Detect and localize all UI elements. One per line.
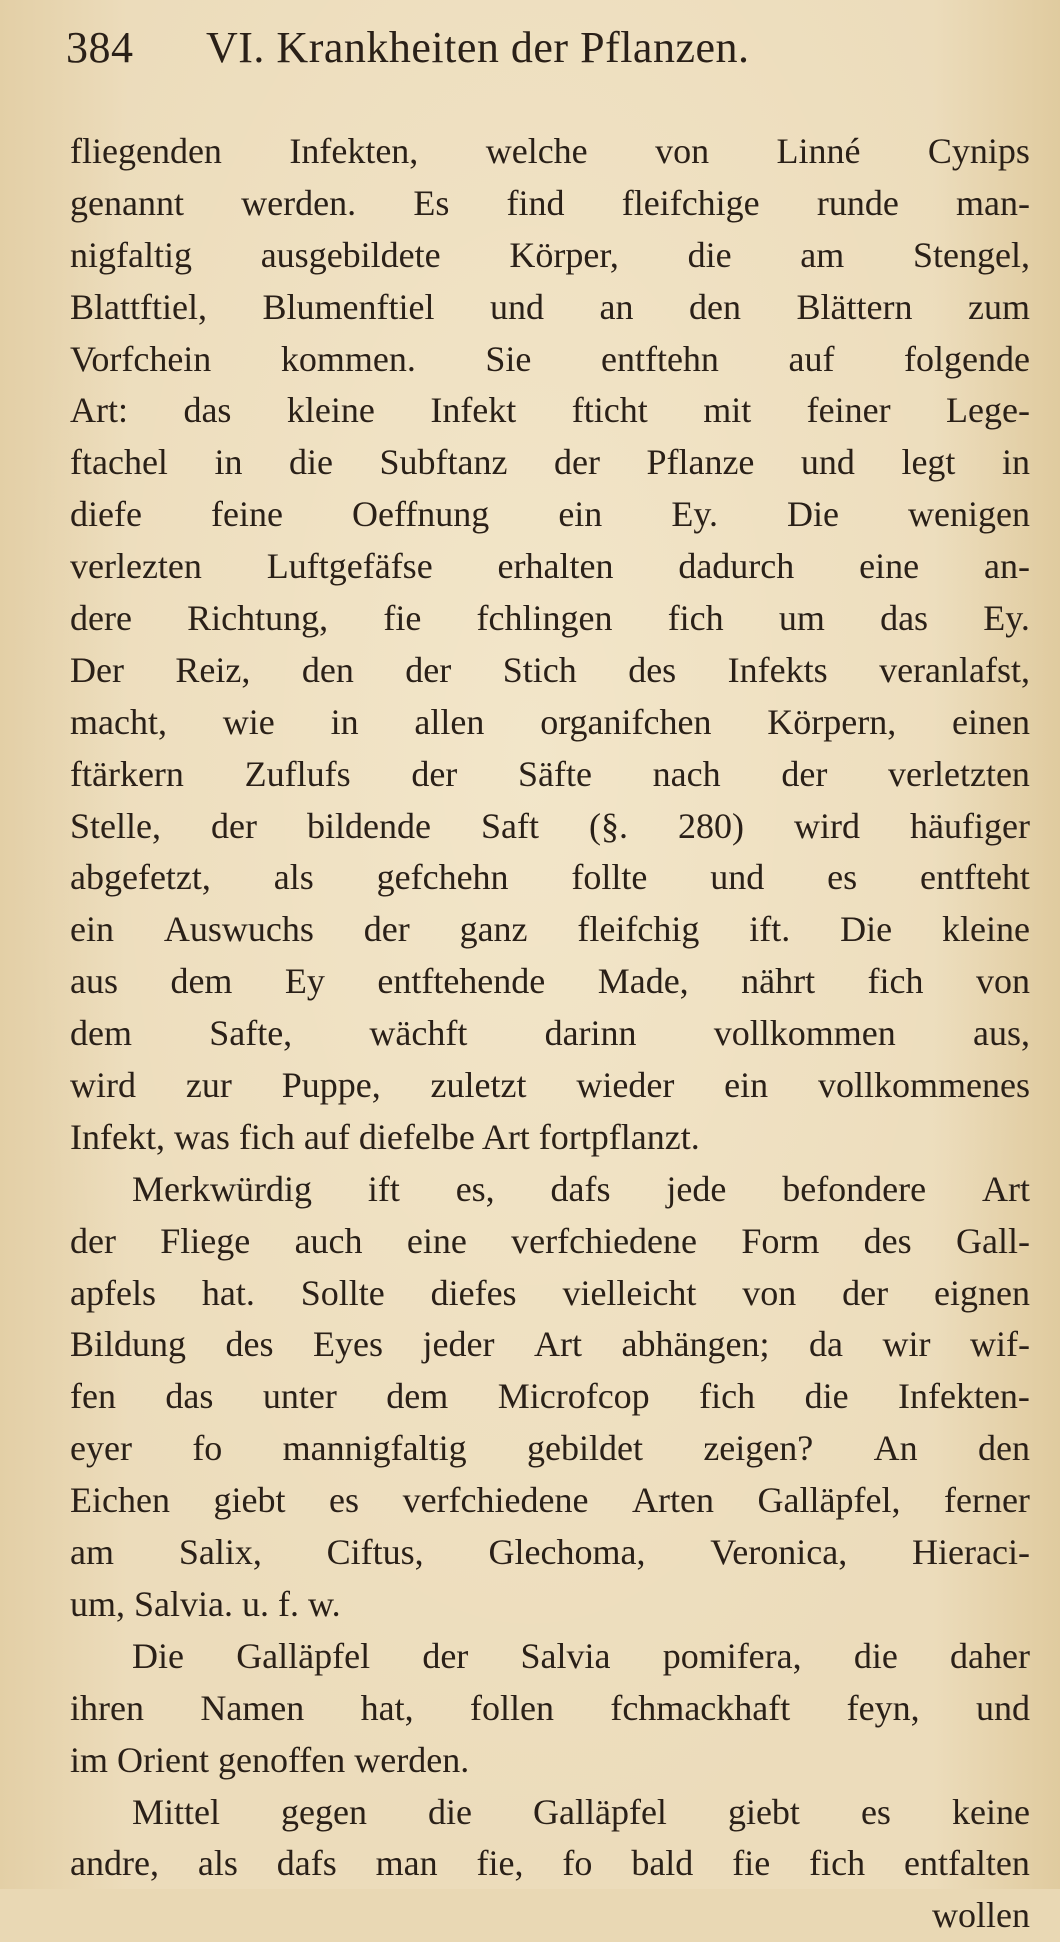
word: fticht [571, 390, 648, 431]
word: es [329, 1480, 360, 1521]
word: die [804, 1376, 849, 1417]
word: in [330, 701, 359, 742]
page-number: 384 [66, 23, 134, 72]
paragraph-first-line [70, 1631, 1030, 1683]
word: fliegenden [70, 131, 222, 171]
word: man [375, 1843, 438, 1884]
word: der [422, 1635, 469, 1676]
word: Art [982, 1168, 1030, 1209]
word: Sollte [300, 1272, 385, 1313]
word: Arten [632, 1480, 714, 1521]
word: ftärkern [70, 753, 184, 794]
word: um [778, 598, 825, 639]
word: es [860, 1791, 891, 1832]
word: Zuflufs [244, 753, 351, 794]
word: dem [70, 1013, 132, 1054]
word: wieder [576, 1065, 675, 1106]
word: als [273, 857, 314, 898]
word: einen [952, 701, 1030, 742]
text-line [70, 1527, 1030, 1579]
word: vollkommen [713, 1013, 896, 1054]
word: ftachel [70, 442, 168, 483]
word: Infekten- [898, 1376, 1030, 1417]
word: welche [485, 131, 588, 171]
paragraph-first-line [70, 1164, 1030, 1216]
word: apfels [70, 1272, 156, 1313]
word: fich [667, 598, 724, 639]
text-line [70, 1838, 1030, 1890]
word: fich [809, 1843, 866, 1884]
word: Ey [284, 961, 325, 1002]
word: aus, [972, 1013, 1030, 1054]
word: keine [951, 1791, 1030, 1832]
word: Safte, [209, 1013, 293, 1054]
word: giebt [213, 1480, 286, 1521]
word: jede [666, 1168, 727, 1209]
text-line [70, 645, 1030, 697]
word: Linné [776, 131, 861, 171]
word: der [842, 1272, 889, 1313]
word: diefes [430, 1272, 517, 1313]
word: Körpern, [767, 701, 897, 742]
word: fie, [476, 1843, 524, 1884]
word: Lege- [946, 390, 1030, 431]
word: fie [732, 1843, 771, 1884]
text-line [70, 126, 1030, 178]
word: entftehende [377, 961, 546, 1002]
word: dafs [550, 1168, 611, 1209]
word: nach [652, 753, 721, 794]
word: und [489, 286, 544, 327]
word: follen [470, 1687, 554, 1728]
word: folgende [904, 338, 1030, 379]
word: diefe [70, 494, 142, 535]
word: Auswuchs [163, 909, 314, 950]
word: kommen. [280, 338, 416, 379]
word: Infekt [430, 390, 517, 431]
word: Körper, [509, 234, 619, 275]
text-line [70, 541, 1030, 593]
word: Die [840, 909, 893, 950]
word: 280) [678, 805, 744, 846]
word: Gall- [955, 1220, 1030, 1261]
word: Die [132, 1635, 184, 1676]
text-line [70, 385, 1030, 437]
word: wir [882, 1324, 931, 1365]
word: Blumenftiel [262, 286, 435, 327]
word: Salix, [178, 1532, 262, 1573]
word: verlezten [70, 546, 202, 587]
word: aus [70, 961, 118, 1002]
word: Namen [200, 1687, 305, 1728]
word: ferner [944, 1480, 1030, 1521]
word: verfchiedene [511, 1220, 698, 1261]
text-line [70, 334, 1030, 386]
text-line [70, 1371, 1030, 1423]
word: dadurch [678, 546, 795, 587]
word: vielleicht [562, 1272, 697, 1313]
word: hat, [360, 1687, 414, 1728]
word: befondere [782, 1168, 927, 1209]
word: es [827, 857, 858, 898]
word: verfchiedene [402, 1480, 589, 1521]
word: ein [724, 1065, 769, 1106]
word: zuletzt [430, 1065, 527, 1106]
word: in [214, 442, 243, 483]
word: fleifchig [577, 909, 700, 950]
word: ihren [70, 1687, 144, 1728]
word: Veronica, [710, 1532, 848, 1573]
word: man- [956, 182, 1030, 223]
word: in [1001, 442, 1030, 483]
word: Cynips [927, 131, 1030, 171]
word: fen [70, 1376, 116, 1417]
word: der [211, 805, 257, 846]
word: Reiz, [175, 649, 251, 690]
text-line [70, 437, 1030, 489]
text-line [70, 1060, 1030, 1112]
word: Fliege [160, 1220, 251, 1261]
text-line: um, Salvia. u. f. w. [70, 1583, 341, 1624]
word: unter [262, 1376, 337, 1417]
word: hat. [201, 1272, 255, 1313]
word: Art: [70, 390, 128, 431]
word: zur [185, 1065, 232, 1106]
word: wächft [369, 1013, 468, 1054]
word: Infekts [727, 649, 828, 690]
word: Glechoma, [488, 1532, 646, 1573]
word: auf [788, 338, 835, 379]
word: mannigfaltig [282, 1428, 467, 1469]
text-line [70, 593, 1030, 645]
word: Puppe, [281, 1065, 381, 1106]
word: follte [571, 857, 648, 898]
word: feyn, [846, 1687, 920, 1728]
word: Galläpfel, [757, 1480, 901, 1521]
word: kleine [286, 390, 375, 431]
word: find [506, 182, 565, 223]
word: an [599, 286, 634, 327]
word: am [70, 1532, 114, 1573]
word: an- [983, 546, 1030, 587]
word: Luftgefäfse [266, 546, 433, 587]
text-line: im Orient genoffen werden. [70, 1739, 470, 1780]
word: vollkommenes [818, 1065, 1030, 1106]
word: An [873, 1428, 918, 1469]
word: ein [558, 494, 603, 535]
word: Saft [480, 805, 539, 846]
word: da [808, 1324, 843, 1365]
word: Form [741, 1220, 820, 1261]
text-line [70, 1475, 1030, 1527]
word: Blättern [796, 286, 913, 327]
word: es, [455, 1168, 495, 1209]
body-text [70, 126, 1030, 1942]
word: allen [414, 701, 485, 742]
word: der [70, 1220, 116, 1261]
word: dem [170, 961, 233, 1002]
word: genannt [70, 182, 184, 223]
word: der [411, 753, 458, 794]
word: und [975, 1687, 1030, 1728]
word: dem [386, 1376, 449, 1417]
word: fo [192, 1428, 223, 1469]
word: fleifchige [621, 182, 760, 223]
word: Mittel [132, 1791, 220, 1832]
word: dafs [276, 1843, 337, 1884]
paragraph-first-line [70, 1787, 1030, 1839]
word: Stelle, [70, 805, 161, 846]
text-line [70, 1008, 1030, 1060]
word: Säfte [518, 753, 592, 794]
word: pomifera, [662, 1635, 802, 1676]
word: Art [534, 1324, 583, 1365]
word: entftehn [600, 338, 719, 379]
word: fchmackhaft [610, 1687, 791, 1728]
word: andre, [70, 1843, 159, 1884]
text-line [70, 852, 1030, 904]
text-line [70, 1319, 1030, 1371]
word: gefchehn [376, 857, 509, 898]
word: dere [70, 598, 132, 639]
word: Die [787, 494, 839, 535]
word: bildende [306, 805, 431, 846]
word: wird [794, 805, 861, 846]
word: bald [631, 1843, 694, 1884]
word: Stengel, [913, 234, 1030, 275]
word: den [977, 1428, 1030, 1469]
text-line [70, 1268, 1030, 1320]
word: der [781, 753, 828, 794]
word: abhängen; [621, 1324, 770, 1365]
word: Infekten, [289, 131, 419, 171]
word: den [301, 649, 354, 690]
word: Sie [485, 338, 532, 379]
word: die [853, 1635, 898, 1676]
word: feiner [806, 390, 891, 431]
word: Pflanze [646, 442, 755, 483]
word: das [165, 1376, 214, 1417]
word: und [710, 857, 765, 898]
text-line [70, 178, 1030, 230]
word: Richtung, [187, 598, 329, 639]
word: auch [294, 1220, 363, 1261]
catchword-line: wollen [932, 1895, 1030, 1936]
word: werden. [241, 182, 357, 223]
word: daher [950, 1635, 1030, 1676]
word: Ey. [671, 494, 718, 535]
word: von [742, 1272, 797, 1313]
word: fich [699, 1376, 756, 1417]
page-header [66, 22, 986, 92]
running-title: VI. Krankheiten der Pflanzen. [206, 23, 750, 72]
word: Galläpfel [236, 1635, 371, 1676]
word: Eyes [313, 1324, 384, 1365]
word: Galläpfel [533, 1791, 667, 1832]
word: des [628, 649, 677, 690]
text-line: Infekt, was fich auf diefelbe Art fortpflanzt. [70, 1116, 700, 1157]
word: zum [967, 286, 1030, 327]
word: wird [70, 1065, 136, 1106]
word: Merkwürdig [132, 1168, 312, 1209]
word: Der [70, 649, 124, 690]
word: und [800, 442, 855, 483]
word: ift [367, 1168, 400, 1209]
word: der [363, 909, 410, 950]
word: von [655, 131, 710, 171]
text-line [70, 749, 1030, 801]
text-line [70, 956, 1030, 1008]
word: wenigen [908, 494, 1030, 535]
word: erhalten [497, 546, 614, 587]
word: fich [867, 961, 924, 1002]
word: feine [210, 494, 283, 535]
word: der [405, 649, 452, 690]
word: entfalten [903, 1843, 1030, 1884]
text-line [70, 801, 1030, 853]
word: ift. [749, 909, 791, 950]
word: Ey. [983, 598, 1030, 639]
text-line [70, 282, 1030, 334]
word: jeder [422, 1324, 495, 1365]
word: des [863, 1220, 912, 1261]
word: verletzten [888, 753, 1030, 794]
word: darinn [544, 1013, 637, 1054]
word: zeigen? [703, 1428, 814, 1469]
word: legt [901, 442, 956, 483]
word: häufiger [910, 805, 1030, 846]
word: kleine [941, 909, 1030, 950]
word: Blattftiel, [70, 286, 207, 327]
word: Microfcop [497, 1376, 650, 1417]
word: macht, [70, 701, 167, 742]
word: Ciftus, [326, 1532, 424, 1573]
text-line [70, 230, 1030, 282]
word: von [975, 961, 1030, 1002]
text-line [70, 904, 1030, 956]
word: eine [859, 546, 920, 587]
word: Oeffnung [351, 494, 490, 535]
text-line [70, 1423, 1030, 1475]
word: (§. [588, 805, 628, 846]
word: eignen [933, 1272, 1030, 1313]
word: Hieraci- [912, 1532, 1030, 1573]
word: Made, [597, 961, 689, 1002]
word: abgefetzt, [70, 857, 211, 898]
text-line [70, 697, 1030, 749]
word: Eichen [70, 1480, 170, 1521]
word: Subftanz [379, 442, 508, 483]
word: fchlingen [476, 598, 613, 639]
word: die [288, 442, 333, 483]
word: giebt [727, 1791, 800, 1832]
word: ausgebildete [260, 234, 441, 275]
word: des [225, 1324, 274, 1365]
word: am [800, 234, 845, 275]
word: Es [413, 182, 450, 223]
word: nährt [741, 961, 816, 1002]
text-line [70, 489, 1030, 541]
word: Stich [502, 649, 577, 690]
word: eyer [70, 1428, 132, 1469]
word: wif- [970, 1324, 1030, 1365]
word: entfteht [919, 857, 1030, 898]
word: eine [406, 1220, 467, 1261]
word: Vorfchein [70, 338, 212, 379]
word: ein [70, 909, 114, 950]
word: das [183, 390, 232, 431]
word: der [553, 442, 600, 483]
word: Bildung [70, 1324, 187, 1365]
word: mit [703, 390, 752, 431]
word: runde [816, 182, 899, 223]
word: nigfaltig [70, 234, 192, 275]
word: ganz [459, 909, 528, 950]
word: das [880, 598, 929, 639]
word: fo [562, 1843, 593, 1884]
word: die [428, 1791, 472, 1832]
word: gebildet [527, 1428, 643, 1469]
word: als [197, 1843, 238, 1884]
text-line [70, 1683, 1030, 1735]
word: gegen [281, 1791, 367, 1832]
word: fie [383, 598, 422, 639]
text-line [70, 1216, 1030, 1268]
word: wie [222, 701, 275, 742]
word: organifchen [540, 701, 712, 742]
word: veranlafst, [879, 649, 1030, 690]
word: Salvia [520, 1635, 611, 1676]
word: die [687, 234, 732, 275]
word: den [688, 286, 741, 327]
